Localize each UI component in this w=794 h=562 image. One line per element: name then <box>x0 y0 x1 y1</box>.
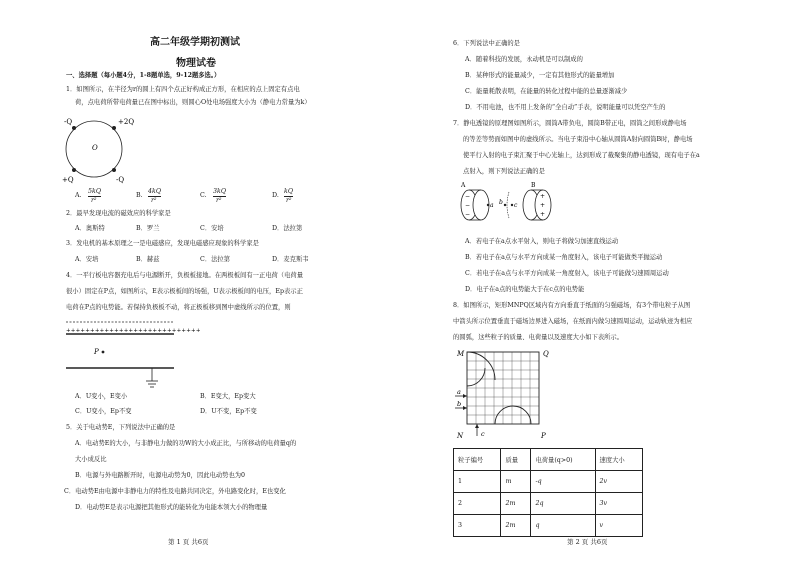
q7-label-b: b <box>499 199 503 206</box>
q7-b-plus-2: + <box>540 202 546 209</box>
q1-label-bl: +Q <box>62 176 74 184</box>
page-footer-2: 第 2 页 共6页 <box>567 538 608 546</box>
q1-label-br: -Q <box>116 176 125 184</box>
q8-table-cell: 2v <box>595 471 643 493</box>
q1-option-d-letter[interactable]: D. <box>272 192 279 199</box>
q1-charge-br <box>112 168 116 172</box>
q7-label-a: a <box>490 202 494 209</box>
q1-charge-tl <box>72 126 76 130</box>
q3-stem: 3．发电机的基本原理之一是电磁感应，发现电磁感应现象的科学家是 <box>66 240 259 247</box>
q8-table-header-cell: 电荷量(q>0) <box>531 449 595 471</box>
q2-option-c[interactable]: C．安培 <box>200 225 224 232</box>
exam-title: 高二年级学期初测试 <box>150 37 240 48</box>
q4-stem-line1: 4．一平行板电容器充电后与电源断开，负极板接地。在两极板间有一正电荷（电荷量 <box>66 272 303 279</box>
page-2 <box>397 0 794 562</box>
q5-option-a-cont: 大小成反比 <box>75 456 107 463</box>
q7-b-plus-1: + <box>540 193 546 200</box>
q8-magnetic-field-diagram <box>455 346 555 442</box>
q5-option-c[interactable]: C．电动势E由电源中非静电力的特性及电路共同决定，外电路变化时，E也变化 <box>64 488 286 495</box>
q8-table-header-cell: 粒子编号 <box>454 449 501 471</box>
q1-charge-bl <box>72 168 76 172</box>
q8-arrow-c-head <box>475 424 479 428</box>
q5-option-a[interactable]: A．电动势E的大小，与非静电力做的功W的大小成正比，与所移动的电荷量q的 <box>75 440 297 447</box>
q5-stem: 5．关于电动势E，下列说法中正确的是 <box>66 424 176 431</box>
q8-arrow-b-head <box>463 406 467 410</box>
q4-point-p <box>102 351 105 354</box>
q4-plus-signs: ++++++++++++++++++++++++++++ <box>66 328 201 334</box>
page-footer-1: 第 1 页 共6页 <box>168 538 209 546</box>
q7-point-a <box>487 204 489 206</box>
q8-label-M: M <box>457 350 465 358</box>
q8-label-Q: Q <box>543 350 549 358</box>
q7-b-plus-3: + <box>540 211 546 218</box>
q8-table-row <box>454 471 643 493</box>
q8-table-cell: 3v <box>595 493 643 515</box>
q4-option-b[interactable]: B．E变大，Ep变大 <box>200 393 256 400</box>
q8-table-cell: 2q <box>531 493 595 515</box>
q7-option-c[interactable]: C．若电子在a点与水平方向成某一角度射入，该电子可能做匀速圆周运动 <box>465 270 669 277</box>
q1-label-center: O <box>92 144 98 152</box>
q6-option-a[interactable]: A．随着科技的发展，永动机是可以制成的 <box>465 56 583 63</box>
q6-option-d[interactable]: D．不用电池，也不用上发条的“全自动”手表，说明能量可以凭空产生的 <box>465 104 666 111</box>
q8-table-cell: v <box>595 515 643 537</box>
q1-option-a-num: 5kQ <box>88 188 101 195</box>
q7-lens-diagram <box>459 180 559 226</box>
q1-charge-tr <box>112 126 116 130</box>
q2-stem: 2．最早发现电流的磁效应的科学家是 <box>66 210 171 217</box>
q8-table-row <box>454 515 643 537</box>
q1-option-d-den: r² <box>286 197 292 204</box>
q4-option-a[interactable]: A．U变小，E变小 <box>75 393 128 400</box>
q1-option-b-den: r² <box>151 197 157 204</box>
q1-option-c-letter[interactable]: C. <box>200 192 207 199</box>
q7-option-d[interactable]: D．电子在a点的电势能大于在c点的电势能 <box>465 286 585 293</box>
section-heading: 一、选择题（每小题4分，1-8题单选，9-12题多选。） <box>66 72 221 79</box>
q3-option-c[interactable]: C．法拉第 <box>200 256 231 263</box>
q1-option-c-num: 3kQ <box>213 188 226 195</box>
exam-subtitle: 物理试卷 <box>176 58 216 69</box>
q1-label-tr: +2Q <box>118 118 135 126</box>
q7-point-b <box>504 204 506 206</box>
q7-a-minus-1: − <box>465 193 471 200</box>
q1-option-b-letter[interactable]: B. <box>136 192 143 199</box>
q5-option-d[interactable]: D．电动势E是表示电源把其他形式的能转化为电能本领大小的物理量 <box>75 504 268 511</box>
q8-table-cell: q <box>531 515 595 537</box>
q7-option-a[interactable]: A．若电子在a点水平射入，则电子将做匀加速直线运动 <box>465 238 619 245</box>
q7-point-c <box>511 204 513 206</box>
q1-stem-line2: 荷，点电荷所带电荷量已在图中标出，则圆心O处电场强度大小为（静电力常量为k） <box>75 99 311 106</box>
q1-option-b-num: 4kQ <box>148 188 161 195</box>
q6-stem: 6．下列说法中正确的是 <box>453 40 520 47</box>
q1-option-c-den: r² <box>216 197 222 204</box>
q1-option-a-den: r² <box>91 197 97 204</box>
q1-circle-diagram <box>58 112 148 188</box>
q8-table-row <box>454 493 643 515</box>
q8-label-P: P <box>541 432 546 440</box>
q8-stem-line2: 中箭头所示位置垂直于磁场边界进入磁场，在纸面内做匀速圆周运动，运动轨迹为相应 <box>453 318 693 325</box>
q8-grid <box>467 352 539 424</box>
q8-label-c: c <box>481 430 485 438</box>
q3-option-b[interactable]: B．赫兹 <box>136 256 160 263</box>
q7-stem-line4: 点射入，则下列说法正确的是 <box>463 168 545 175</box>
q5-option-b[interactable]: B．电源与外电路断开时，电源电动势为0，因此电动势也为0 <box>75 472 246 479</box>
q7-label-c: c <box>514 202 518 209</box>
q6-option-b[interactable]: B．某种形式的能量减少，一定有其他形式的能量增加 <box>465 72 615 79</box>
q4-point-label: P <box>94 348 99 356</box>
q8-arrow-a-head <box>463 394 467 398</box>
q2-option-d[interactable]: D．法拉第 <box>272 225 303 232</box>
q8-table-header-cell: 速度大小 <box>595 449 643 471</box>
q8-table-cell: 2 <box>454 493 501 515</box>
q1-option-d-num: kQ <box>284 188 293 195</box>
q4-stem-line3: 电荷在P点的电势能。若保持负极板不动，将正极板移到图中虚线所示的位置，则 <box>66 304 291 311</box>
q1-option-a-letter[interactable]: A. <box>75 192 82 199</box>
q8-table-body <box>454 471 643 537</box>
q4-option-c[interactable]: C．U变小，Ep不变 <box>75 408 132 415</box>
q8-table-cell: -q <box>531 471 595 493</box>
q3-option-d[interactable]: D．麦克斯韦 <box>272 256 309 263</box>
q7-label-B: B <box>531 182 536 189</box>
q4-stem-line2: 很小）固定在P点，如图所示，E表示极板间的场强，U表示极板间的电压，Ep表示正 <box>66 288 303 295</box>
q4-capacitor-diagram <box>66 318 201 390</box>
q1-stem-line1: 1．如图所示，在半径为r的圆上有四个点正好构成正方形，在相应的点上固定有点电 <box>66 86 300 93</box>
q7-cylinder-a-right <box>473 190 489 220</box>
q8-label-b: b <box>457 400 462 408</box>
q8-table-cell: 2m <box>501 493 531 515</box>
q7-label-A: A <box>461 182 466 189</box>
q3-option-a[interactable]: A．安培 <box>75 256 99 263</box>
q8-table-cell: 2m <box>501 515 531 537</box>
q8-stem-line3: 的圆弧，这些粒子的质量、电荷量以及速度大小如下表所示。 <box>453 334 624 341</box>
q4-option-d[interactable]: D．U不变，Ep不变 <box>200 408 257 415</box>
q2-option-b[interactable]: B．罗兰 <box>136 225 160 232</box>
q7-stem-line2: 的等差等势面如图中的虚线所示。当电子束沿中心轴从圆筒A射向圆筒B时，静电场 <box>463 136 693 143</box>
q8-table-header-row <box>454 449 643 471</box>
q7-a-minus-2: − <box>465 202 471 209</box>
q8-label-N: N <box>457 432 464 440</box>
q7-a-minus-3: − <box>465 211 471 218</box>
q8-stem-line1: 8．如图所示，矩形MNPQ区域内有方向垂直于纸面的匀强磁场，有3个带电粒子从图 <box>453 302 691 309</box>
q1-label-tl: -Q <box>64 118 73 126</box>
q8-label-a: a <box>457 388 461 396</box>
q8-table-cell: m <box>501 471 531 493</box>
q7-option-b[interactable]: B．若电子在a点与水平方向成某一角度射入，该电子可能做类平抛运动 <box>465 254 663 261</box>
q6-option-c[interactable]: C．能量耗散表明，在能量的转化过程中能的总量逐渐减少 <box>465 88 628 95</box>
q8-particle-table <box>453 448 643 537</box>
q8-arc-top <box>467 352 495 380</box>
q7-stem-line1: 7．静电透镜的原理图如图所示，圆筒A带负电，圆筒B带正电，圆筒之间形成静电场 <box>453 120 687 127</box>
q2-option-a[interactable]: A．奥斯特 <box>75 225 105 232</box>
q7-equipotential-1 <box>507 192 509 218</box>
q8-table-cell: 1 <box>454 471 501 493</box>
q7-stem-line3: 使平行入射的电子束汇聚于中心光轴上，达到形成了截聚集的静电透镜，现有电子在a <box>463 152 700 159</box>
q8-table-cell: 3 <box>454 515 501 537</box>
q8-table-header-cell: 质量 <box>501 449 531 471</box>
